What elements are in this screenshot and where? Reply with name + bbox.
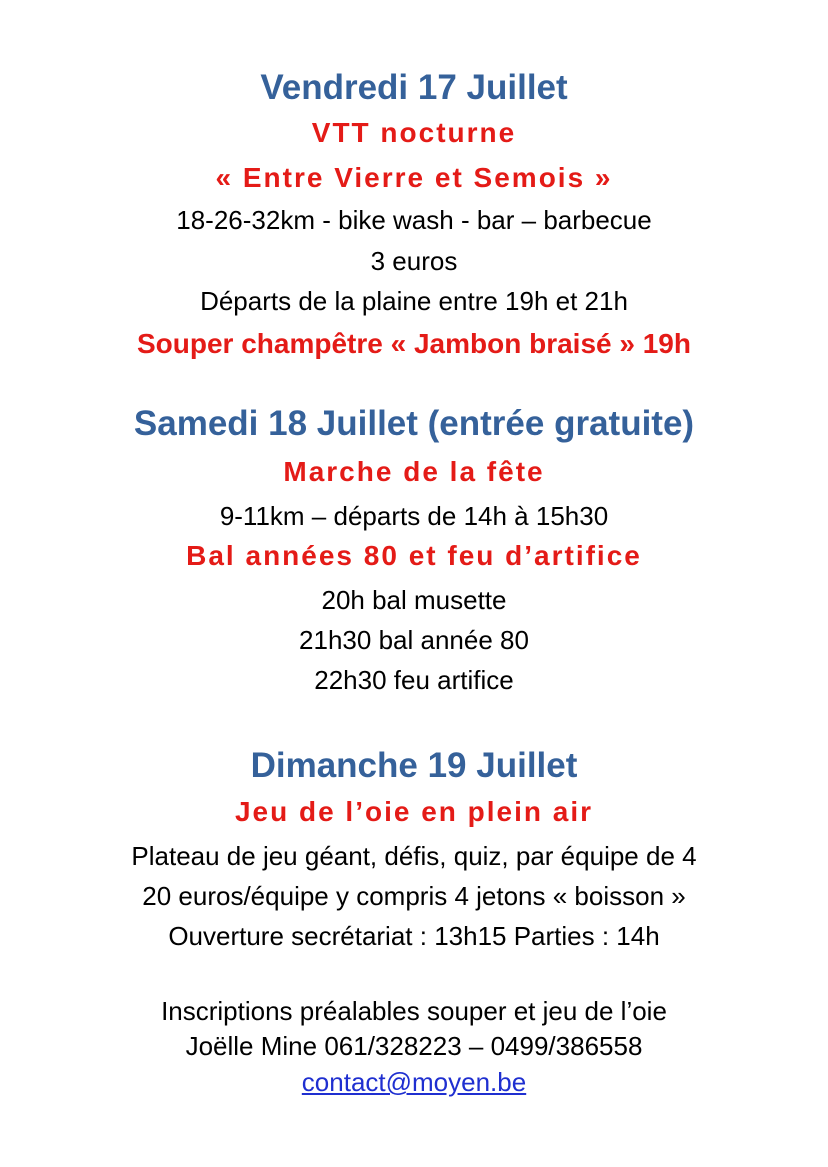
sunday-day-title: Dimanche 19 Juillet — [250, 746, 578, 785]
registration-text: Inscriptions préalables souper et jeu de l’oie — [161, 996, 667, 1026]
registration-email-link[interactable]: contact@moyen.be — [301, 1067, 527, 1097]
saturday-walk-title: Marche de la fête — [283, 456, 545, 487]
registration-contact: Joëlle Mine 061/328223 – 0499/386558 — [185, 1031, 643, 1061]
saturday-walk-detail: 9-11km – départs de 14h à 15h30 — [219, 501, 609, 531]
friday-dinner: Souper champêtre « Jambon braisé » 19h — [137, 328, 691, 359]
registration-email-row — [0, 1069, 828, 1095]
friday-detail-departures: Départs de la plaine entre 19h et 21h — [200, 286, 628, 316]
friday-detail-distances: 18-26-32km - bike wash - bar – barbecue — [176, 205, 652, 235]
saturday-schedule-item: 20h bal musette — [321, 585, 507, 615]
sunday-event-title: Jeu de l’oie en plein air — [234, 796, 594, 827]
saturday-schedule-item: 22h30 feu artifice — [314, 665, 514, 695]
saturday-ball-title: Bal années 80 et feu d’artifice — [186, 540, 642, 571]
saturday-schedule-item: 21h30 bal année 80 — [299, 625, 529, 655]
friday-event-subtitle: « Entre Vierre et Semois » — [215, 162, 613, 193]
saturday-day-title: Samedi 18 Juillet (entrée gratuite) — [133, 404, 695, 443]
sunday-detail-hours: Ouverture secrétariat : 13h15 Parties : 14h — [168, 921, 660, 951]
friday-detail-price: 3 euros — [370, 246, 458, 276]
friday-day-title: Vendredi 17 Juillet — [260, 68, 568, 107]
friday-event-title: VTT nocturne — [311, 117, 517, 148]
sunday-detail-price: 20 euros/équipe y compris 4 jetons « boisson » — [142, 881, 686, 911]
sunday-detail-format: Plateau de jeu géant, défis, quiz, par équipe de 4 — [131, 841, 697, 871]
